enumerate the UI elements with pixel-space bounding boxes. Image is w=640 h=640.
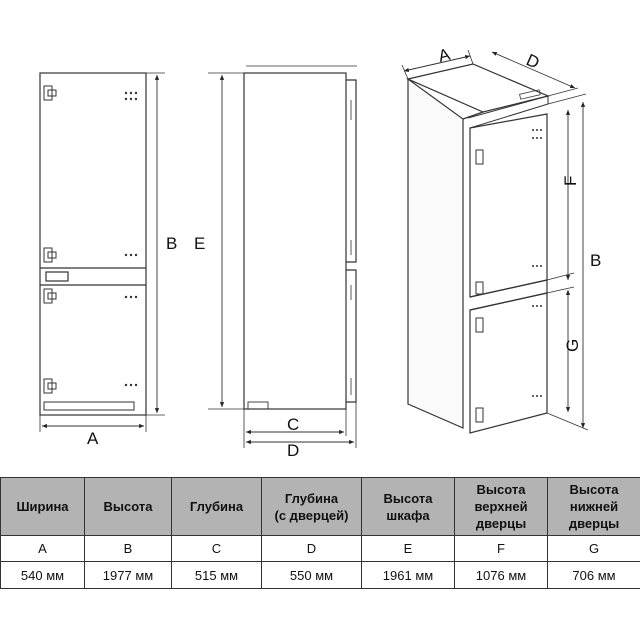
table-header-row — [1, 478, 640, 536]
letter-cell: F — [455, 536, 548, 562]
header-lower-door-height: Высота нижней дверцы — [548, 478, 640, 536]
letter-cell: B — [85, 536, 172, 562]
header-depth: Глубина — [172, 478, 262, 536]
front-cabinet-outline — [40, 73, 146, 415]
iso-depth-letter: D — [523, 50, 543, 73]
header-depth-with-door: Глубина (с дверцей) — [262, 478, 362, 536]
front-view — [40, 73, 165, 432]
value-cell: 1076 мм — [455, 562, 548, 589]
side-height-letter: E — [194, 234, 206, 253]
iso-lower-door — [470, 293, 547, 433]
front-width-letter: A — [87, 429, 99, 448]
isometric-view — [402, 50, 588, 433]
table-value-row — [1, 562, 640, 589]
iso-width-letter: A — [436, 44, 452, 66]
value-cell: 706 мм — [548, 562, 640, 589]
iso-upper-door — [470, 114, 547, 297]
letter-cell: A — [1, 536, 85, 562]
value-cell: 550 мм — [262, 562, 362, 589]
side-view — [208, 66, 357, 448]
front-height-letter: B — [166, 234, 178, 253]
header-height: Высота — [85, 478, 172, 536]
iso-upper-door-letter: F — [561, 175, 580, 186]
letter-cell: E — [362, 536, 455, 562]
side-depth-letter: C — [287, 415, 300, 434]
side-depth-with-door-letter: D — [287, 441, 300, 460]
header-width: Ширина — [1, 478, 85, 536]
iso-lower-door-letter: G — [563, 338, 582, 352]
front-hinge-icons — [44, 86, 134, 410]
letter-cell: G — [548, 536, 640, 562]
value-cell: 540 мм — [1, 562, 85, 589]
header-upper-door-height: Высота верхней дверцы — [455, 478, 548, 536]
value-cell: 515 мм — [172, 562, 262, 589]
value-cell: 1961 мм — [362, 562, 455, 589]
table-letter-row — [1, 536, 640, 562]
iso-side-face — [408, 79, 463, 428]
side-cabinet-outline — [244, 73, 346, 409]
iso-height-letter: B — [590, 251, 602, 270]
letter-cell: D — [262, 536, 362, 562]
letter-cell: C — [172, 536, 262, 562]
value-cell: 1977 мм — [85, 562, 172, 589]
header-cabinet-height: Высота шкафа — [362, 478, 455, 536]
dimensions-table — [0, 477, 640, 589]
